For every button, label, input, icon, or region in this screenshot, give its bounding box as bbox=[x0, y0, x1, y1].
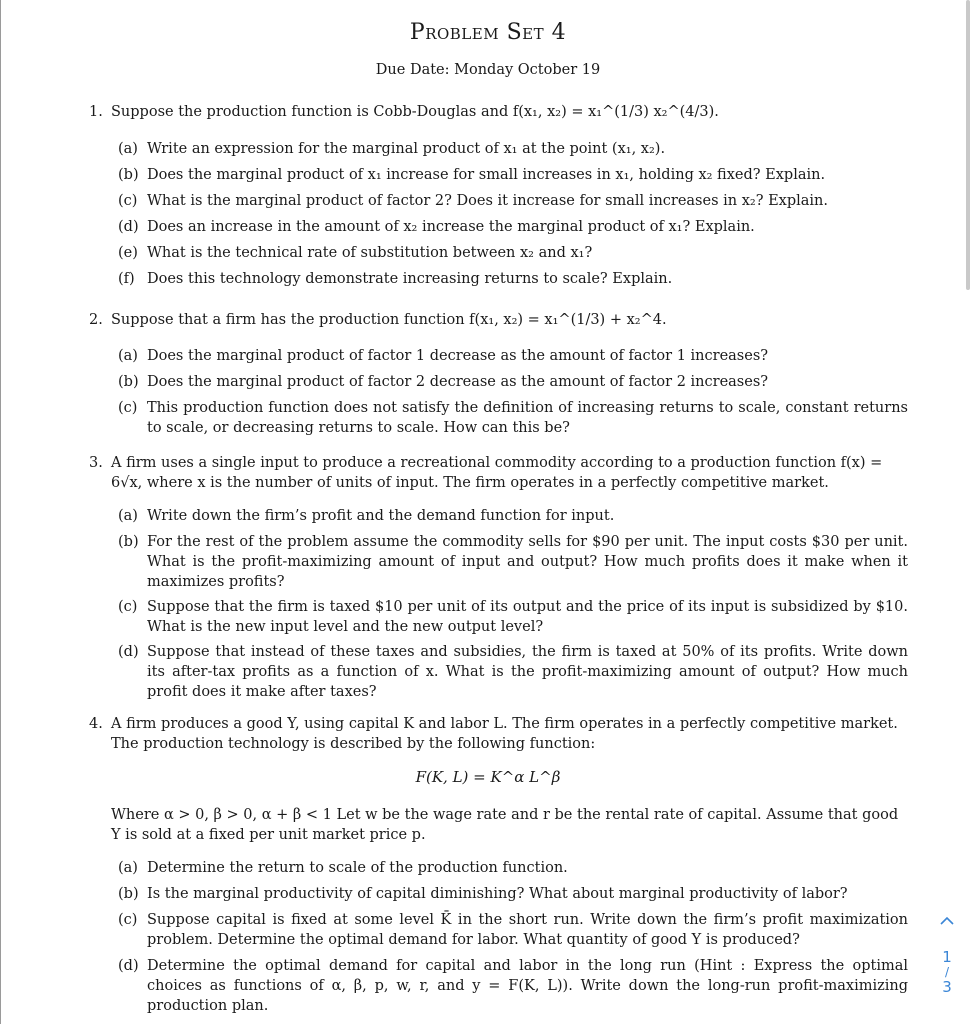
page-indicator bbox=[930, 908, 964, 996]
problem-4-part-b bbox=[118, 884, 908, 904]
page-title: Problem Set 4 bbox=[409, 20, 567, 45]
problem-2-part-a bbox=[118, 346, 908, 366]
part-text: This production function does not satisfy the definition of increasing returns to scale, constant returns to scale, or decreasing returns to scale. How can this be? bbox=[147, 400, 908, 436]
part-label: (b) bbox=[118, 886, 139, 902]
part-label: (a) bbox=[118, 860, 138, 876]
part-text: Does the marginal product of x₁ increase for small increases in x₁, holding x₂ fixed? Explain. bbox=[147, 167, 826, 183]
part-text: What is the marginal product of factor 2? Does it increase for small increases in x₂? Explain. bbox=[147, 193, 829, 209]
problem-4 bbox=[89, 714, 909, 754]
problem-1 bbox=[89, 102, 909, 122]
part-label: (a) bbox=[118, 508, 138, 524]
part-text: Is the marginal productivity of capital diminishing? What about marginal productivity of labor? bbox=[147, 886, 848, 902]
problem-text: A firm produces a good Y, using capital K and labor L. The firm operates in a perfectly competitive market. The production technology is described by the following function: bbox=[111, 716, 898, 752]
total-pages: 3 bbox=[942, 978, 952, 996]
problem-1-part-b bbox=[118, 165, 908, 185]
part-label: (c) bbox=[118, 599, 138, 615]
problem-3 bbox=[89, 453, 909, 493]
problem-number: 2. bbox=[89, 312, 103, 328]
part-text: What is the technical rate of substitution between x₂ and x₁? bbox=[147, 245, 593, 261]
part-text: Determine the return to scale of the production function. bbox=[147, 860, 568, 876]
part-label: (d) bbox=[118, 958, 139, 974]
problem-number: 1. bbox=[89, 104, 103, 120]
problem-number: 3. bbox=[89, 455, 103, 471]
problem-4-part-c bbox=[118, 910, 908, 950]
chevron-up-icon-shape bbox=[939, 916, 955, 926]
problem-3-part-d bbox=[118, 642, 908, 702]
problem-text: Where α > 0, β > 0, α + β < 1 Let w be the wage rate and r be the rental rate of capital. Assume that good Y is sold at a fixed per unit market price p. bbox=[111, 807, 899, 843]
problem-3-part-c bbox=[118, 597, 908, 637]
part-text: Write an expression for the marginal product of x₁ at the point (x₁, x₂). bbox=[147, 141, 666, 157]
part-text: Suppose that the firm is taxed $10 per unit of its output and the price of its input is subsidized by $10. What is the new input level and the new output level? bbox=[147, 599, 908, 635]
part-text: Does this technology demonstrate increasing returns to scale? Explain. bbox=[147, 271, 673, 287]
part-label: (f) bbox=[118, 271, 135, 287]
problem-text: Suppose that a firm has the production function f(x₁, x₂) = x₁^(1/3) + x₂^4. bbox=[111, 312, 667, 328]
part-label: (c) bbox=[118, 400, 138, 416]
problem-2-part-c bbox=[118, 398, 908, 438]
display-equation: F(K, L) = K^α L^β bbox=[415, 768, 561, 786]
part-label: (b) bbox=[118, 167, 139, 183]
problem-text: A firm uses a single input to produce a recreational commodity according to a production function f(x) = 6√x, where x is the number of units of input. The firm operates in a perfectly competitive market. bbox=[111, 455, 883, 491]
part-label: (a) bbox=[118, 348, 138, 364]
problem-3-part-a bbox=[118, 506, 908, 526]
problem-1-part-e bbox=[118, 243, 908, 263]
problem-1-part-d bbox=[118, 217, 908, 237]
page-separator: / bbox=[944, 965, 950, 979]
problem-3-part-b bbox=[118, 532, 908, 592]
problem-2-part-b bbox=[118, 372, 908, 392]
problem-1-part-a bbox=[118, 139, 908, 159]
problem-1-part-f bbox=[118, 269, 908, 289]
part-text: Does the marginal product of factor 2 decrease as the amount of factor 2 increases? bbox=[147, 374, 769, 390]
part-label: (d) bbox=[118, 219, 139, 235]
part-label: (c) bbox=[118, 912, 138, 928]
part-label: (a) bbox=[118, 141, 138, 157]
scrollbar[interactable] bbox=[966, 0, 970, 290]
part-label: (e) bbox=[118, 245, 138, 261]
problem-4-part-a bbox=[118, 858, 908, 878]
part-label: (b) bbox=[118, 374, 139, 390]
current-page: 1 bbox=[942, 948, 952, 966]
chevron-up-icon[interactable] bbox=[930, 908, 964, 934]
problem-number: 4. bbox=[89, 716, 103, 732]
problem-2 bbox=[89, 310, 909, 330]
problem-4-conditions bbox=[89, 805, 909, 845]
part-text: Does an increase in the amount of x₂ increase the marginal product of x₁? Explain. bbox=[147, 219, 755, 235]
part-text: For the rest of the problem assume the commodity sells for $90 per unit. The input costs $30 per unit. What is the profit-maximizing amount of input and output? How much profits does it make when it maximizes profits? bbox=[147, 534, 908, 590]
part-label: (b) bbox=[118, 534, 139, 550]
part-label: (d) bbox=[118, 644, 139, 660]
part-text: Determine the optimal demand for capital and labor in the long run (Hint : Express the optimal choices as functions of α, β, p, w, r, and y = F(K, L)). Write down the long-run profit-maximizing production plan. bbox=[147, 958, 908, 1014]
part-text: Does the marginal product of factor 1 decrease as the amount of factor 1 increases? bbox=[147, 348, 769, 364]
part-text: Suppose that instead of these taxes and subsidies, the firm is taxed at 50% of its profits. Write down its after-tax profits as a function of x. What is the profit-maximizing amount of output? How much profit does it make after taxes? bbox=[147, 644, 908, 700]
part-text: Write down the firm’s profit and the demand function for input. bbox=[147, 508, 615, 524]
problem-4-part-d bbox=[118, 956, 908, 1016]
part-text: Suppose capital is fixed at some level K̄ in the short run. Write down the firm’s profit maximization problem. Determine the optimal demand for labor. What quantity of good Y is produced? bbox=[147, 912, 908, 948]
due-date: Due Date: Monday October 19 bbox=[375, 62, 601, 78]
problem-1-part-c bbox=[118, 191, 908, 211]
part-label: (c) bbox=[118, 193, 138, 209]
problem-text: Suppose the production function is Cobb-Douglas and f(x₁, x₂) = x₁^(1/3) x₂^(4/3). bbox=[111, 104, 719, 120]
